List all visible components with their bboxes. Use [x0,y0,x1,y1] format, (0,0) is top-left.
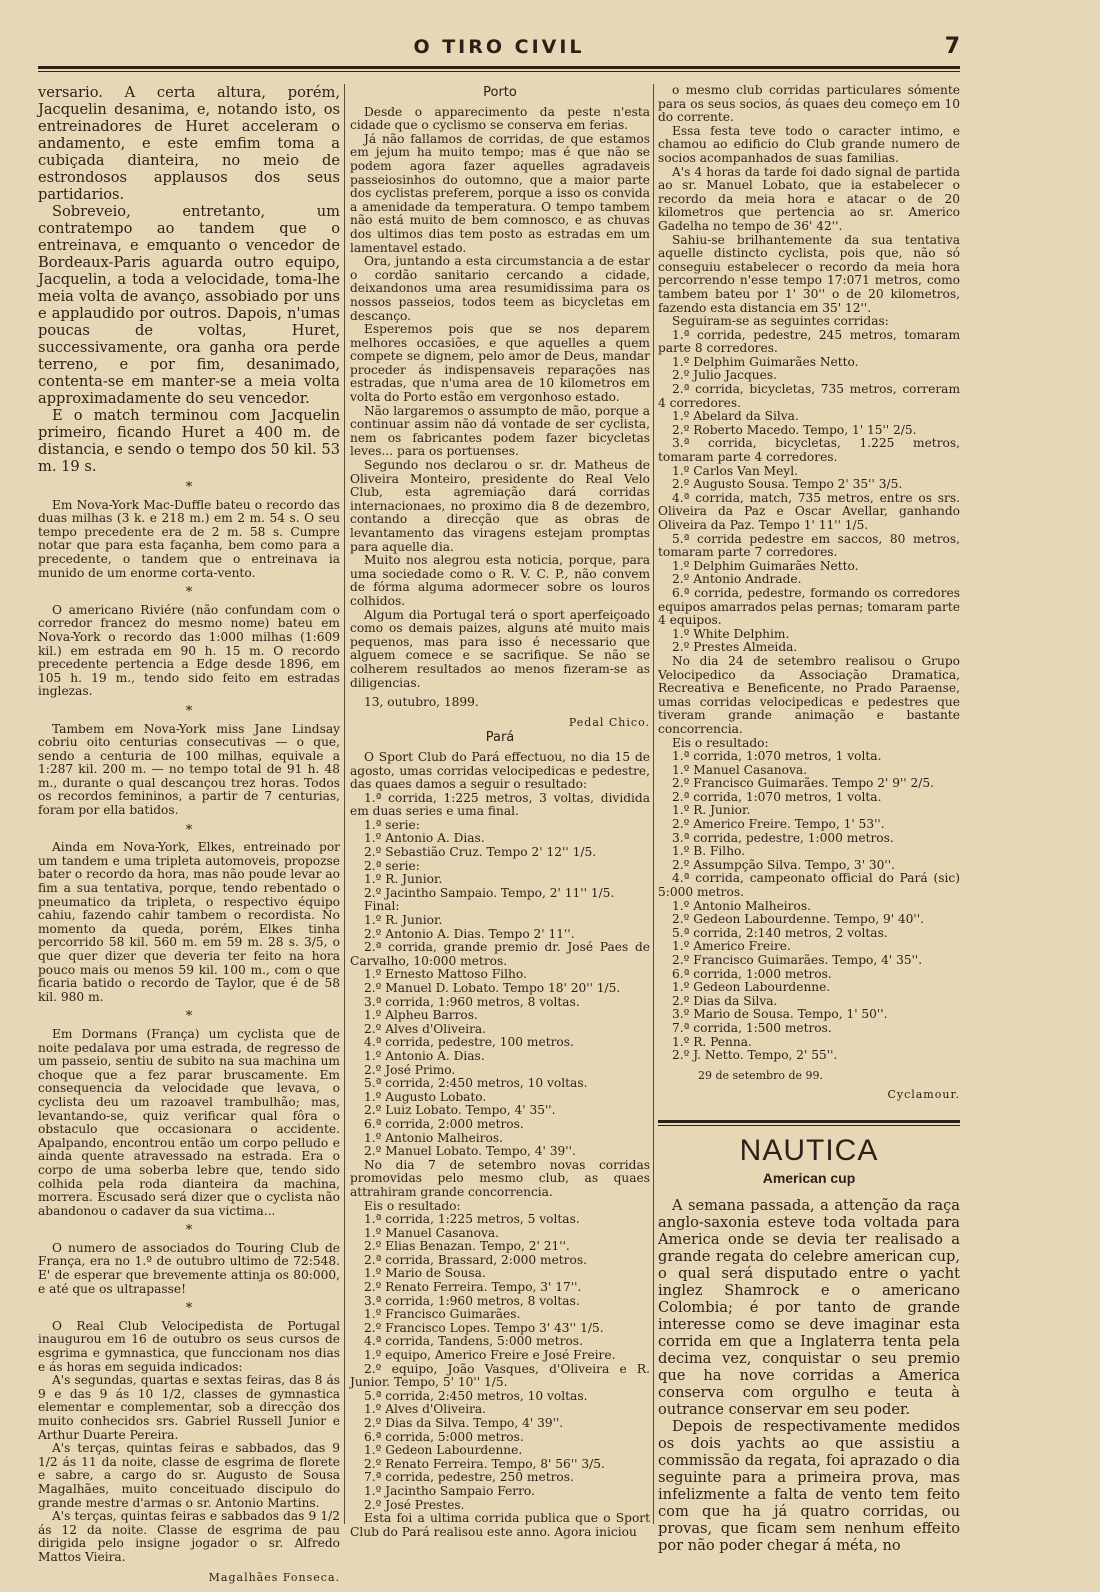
list-item: A's 4 horas da tarde foi dado signal de partida ao sr. Manuel Lobato, que ia estabelecer o recordo da meia hora e atacar o de 20 kilometros que pertencia ao sr. Americo Gadelha no tempo de 36' 42''. [658,164,960,233]
list-item: Eis o resultado: [364,1198,461,1213]
section-heading-para: Pará [485,730,515,746]
list-item: 2.º Elias Benazan. Tempo, 2' 21''. [364,1239,570,1254]
separator-star: * [185,1301,193,1317]
paragraph: versario. A certa altura, porém, Jacquelin desanima, e, notando isto, os entreinadores de Huret acceleram o andamento, e este emfim toma a cubiçada dianteira, no meio de estrondosos applausos dos seus partidarios. [38,84,340,203]
list-item: 2.º Manuel Lobato. Tempo, 4' 39''. [364,1144,576,1159]
list-item: 1.º Carlos Van Meyl. [672,463,799,478]
list-item: o mesmo club corridas particulares sómente para os seus socios, ás quaes deu começo em 10 do corrente. [658,83,960,125]
list-item: Final: [364,899,400,914]
list-item: 2.º Francisco Guimarães. Tempo 2' 9'' 2/5. [672,776,935,791]
list-item: 2.ª corrida, Brassard, 2:000 metros. [364,1252,587,1267]
list-item: Esta foi a ultima corrida publica que o Sport Club do Pará realisou este anno. Agora iniciou [350,1511,650,1539]
page-number: 7 [944,34,960,59]
list-item: Eis o resultado: [672,735,769,750]
paragraph: Depois de respectivamente medidos os dois yachts ao que assistiu a commissão da regata, foi aprazado o dia seguinte para a primeira prova, mas infelizmente a falta de vento tem feito com que ha já quatro corridas, ou provas, que ficam sem nenhum effeito por não poder chegar á méta, no [658,1418,960,1555]
list-item: 5.ª corrida, 2:140 metros, 2 voltas. [672,925,888,940]
list-item: 1.º Antonio Malheiros. [672,898,811,913]
list-item: 1.º Americo Freire. [672,939,791,954]
list-item: 3.ª corrida, 1:960 metros, 8 voltas. [364,1293,580,1308]
list-item: 2.º Renato Ferreira. Tempo, 3' 17''. [364,1280,582,1295]
list-item: 1.ª serie: [364,817,420,832]
list-item: 4.ª corrida, Tandens, 5:000 metros. [364,1334,583,1349]
list-item: 2.º Americo Freire. Tempo, 1' 53''. [672,817,885,832]
page-header [38,32,960,68]
list-item: 5.ª corrida pedestre em saccos, 80 metros, tomaram parte 7 corredores. [658,531,960,560]
list-item: 4.ª corrida, match, 735 metros, entre os srs. Oliveira da Paz e Oscar Avellar, ganhando Oliveira da Paz. Tempo 1' 11'' 1/5. [658,490,960,532]
list-item: 2.º Renato Ferreira. Tempo, 8' 56'' 3/5. [364,1456,605,1471]
list-item: 2.º Prestes Almeida. [672,640,798,655]
list-item: 6.ª corrida, pedestre, formando os corredores equipos amarrados pelas pernas; tomaram parte 4 equipos. [658,585,960,628]
list-item: 1.º R. Junior. [672,803,751,818]
results-list [658,84,960,1063]
list-item: 1.º equipo, Americo Freire e José Freire. [364,1348,616,1363]
list-item: 2.º Francisco Lopes. Tempo 3' 43'' 1/5. [364,1320,604,1335]
list-item: 2.º Gedeon Labourdenne. Tempo, 9' 40''. [672,912,925,927]
author-signature: Magalhães Fonseca. [208,1570,340,1584]
separator-star: * [185,1223,193,1239]
paragraph: Algum dia Portugal terá o sport aperfeiçoado como os demais paizes, alguns até muito mais pequenos, mas para isso é necessario que alguem comece e se sacrifique. Se não se colherem resultados ao menos fizeram-se as diligencias. [350,607,650,690]
list-item: No dia 7 de setembro novas corridas promovidas pelo mesmo club, as quaes attrahiram grande concorrencia. [350,1157,650,1199]
paragraph: A's terças, quintas feiras e sabbados das 9 1/2 ás 12 da noite. Classe de esgrima de pau dirigida pelo insigne jogador o sr. Alfredo Mattos Vieira. [38,1509,340,1564]
header-rule-thin [38,71,960,72]
list-item: 2.º Antonio Andrade. [672,572,802,587]
list-item: 4.ª corrida, campeonato official do Pará (sic) 5:000 metros. [658,871,960,900]
paragraph: Tambem em Nova-York miss Jane Lindsay cobriu oito centurias consecutivas — o que, sendo a centuria de 100 milhas, equivale a 1:287 kil. 200 m. — no tempo total de 91 h. 48 m., durante o qual descançou trez horas. Todos os recordos femininos, a partir de 7 centurias, foram por ella batidos. [38,721,340,818]
list-item: 2.ª corrida, 1:070 metros, 1 volta. [672,789,882,804]
paragraph: O numero de associados do Touring Club de França, era no 1.º de outubro ultimo de 72:548. E' de esperar que brevemente attinja os 80:000, e até que os ultrapasse! [38,1240,340,1296]
list-item: Seguiram-se as seguintes corridas: [672,314,889,329]
list-item: 3.ª corrida, pedestre, 1:000 metros. [672,830,894,845]
list-item: 2.º Antonio A. Dias. Tempo 2' 11''. [364,926,575,941]
paragraph: Sobreveio, entretanto, um contratempo ao tandem que o entreinava, e emquanto o vencedor de Bordeaux-Paris aguarda outro equipo, Jacquelin, a toda a velocidade, toma-lhe meia volta de avanço, assobiado por uns e applaudido por outros. Dapois, n'umas poucas de voltas, Huret, successivamente, ora ganha ora perde terreno, e por fim, desanimado, contenta-se em manter-se a meia volta approximadamente do seu vencedor. [38,203,340,407]
list-item: 1.º Antonio Malheiros. [364,1130,503,1145]
paragraph: O Sport Club do Pará effectuou, no dia 15 de agosto, umas corridas velocipedicas e pedestre, das quaes damos a seguir o resultado: [350,749,650,792]
list-item: 2.º Julio Jacques. [672,368,777,383]
list-item: 2.º equipo, João Vasques, d'Oliveira e R. Junior. Tempo, 5' 10'' 1/5. [350,1361,650,1390]
list-item: 2.º Alves d'Oliveira. [364,1021,487,1036]
list-item: 1.ª corrida, 1:225 metros, 3 voltas, dividida em duas series e uma final. [350,790,650,819]
list-item: 2.º José Primo. [364,1062,456,1077]
list-item: 2.º José Prestes. [364,1497,465,1512]
separator-star: * [185,822,193,838]
list-item: 2.º Roberto Macedo. Tempo, 1' 15'' 2/5. [672,422,917,437]
list-item: 6.ª corrida, 2:000 metros. [364,1116,524,1131]
list-item: 1.º Alves d'Oliveira. [364,1402,487,1417]
paragraph: A's terças, quintas feiras e sabbados, das 9 1/2 ás 11 da noite, classe de esgrima de florete e sabre, a cargo do sr. Augusto de Sousa Magalhães, muito conceituado discipulo do grande mestre d'armas o sr. Antonio Martins. [38,1441,340,1510]
list-item: 2.º Francisco Guimarães. Tempo, 4' 35''. [672,953,923,967]
author-signature: Cyclamour. [887,1088,960,1102]
results-list [350,792,650,1540]
separator-star: * [185,1009,193,1025]
article-date: 29 de setembro de 99. [698,1068,824,1082]
list-item: 3.º Mario de Sousa. Tempo, 1' 50''. [672,1007,888,1022]
list-item: 1.º R. Penna. [672,1034,752,1049]
list-item: 2.º J. Netto. Tempo, 2' 55''. [672,1048,838,1063]
list-item: 2.º Augusto Sousa. Tempo 2' 35'' 3/5. [672,477,903,492]
list-item: 1.º Antonio A. Dias. [364,831,485,846]
list-item: 2.º Luiz Lobato. Tempo, 4' 35''. [364,1103,556,1118]
list-item: 1.º Gedeon Labourdenne. [672,980,831,995]
paragraph: Em Dormans (França) um cyclista que de noite pedalava por uma estrada, de regresso de um passeio, sentiu de subito na sua machina um choque que a fez parar bruscamente. Em consequencia da velocidade que levava, o cyclista deu um razoavel trambulhão; mas, levantando-se, quiz verificar qual fôra o obstaculo que occasionara o accidente. Apalpando, encontrou então um corpo pelludo e ainda quente atravessado na estrada. Era o corpo de uma soberba lebre que, tendo sido colhida pela roda dianteira da machina, morrera. Escusado será dizer que o cyclista não abandonou o cadaver da sua victima... [38,1026,340,1218]
list-item: 2.ª corrida, bicycletas, 735 metros, correram 4 corredores. [658,382,960,410]
list-item: 1.º White Delphim. [672,626,790,641]
paragraph: Não largaremos o assumpto de mão, porque a continuar assim não dá vontade de ser cyclista, nem os fabricantes podem fazer bicycletas leves... para os portuenses. [350,403,650,459]
paragraph: E o match terminou com Jacquelin primeiro, ficando Huret a 400 m. de distancia, e sendo o tempo dos 50 kil. 53 m. 19 s. [38,407,340,475]
list-item: 2.º Manuel D. Lobato. Tempo 18' 20'' 1/5. [364,981,621,995]
list-item: 5.ª corrida, 2:450 metros, 10 voltas. [364,1388,588,1403]
paragraph: O Real Club Velocipedista de Portugal inaugurou em 16 de outubro os seus cursos de esgrima e gymnastica, que funccionam nos dias e ás horas em seguida indicados: [38,1318,340,1374]
list-item: 2.º Assumpção Silva. Tempo, 3' 30''. [672,857,895,872]
list-item: 1.º Gedeon Labourdenne. [364,1443,523,1458]
separator-star: * [185,480,193,495]
paragraph: A semana passada, a attenção da raça anglo-saxonia esteve toda voltada para America onde se devia ter realisado a grande regata do celebre american cup, o qual será disputado entre o yacht inglez Shamrock e o americano Colombia; é por tanto de grande interesse como se deve imaginar esta corrida em que a Inglaterra tenta pela decima vez, conquistar o seu premio que ha nove corridas a America conserva com orgulho e teuta à outrance conservar em seu poder. [658,1197,960,1419]
separator-star: * [185,703,193,719]
paragraph: Ainda em Nova-York, Elkes, entreinado por um tandem e uma tripleta automoveis, propozse bater o recordo da hora, mas não poude levar ao fim a sua tentativa, porque, tendo rebentado o pneumatico da tripleta, o respectivo équipo cahiu, fazendo cahir tambem o recordista. No momento da queda, porém, Elkes tinha percorrido 58 kil. 560 m. em 59 m. 28 s. 3/5, o que quer dizer que deveria ter feito na hora pouco mais ou menos 59 kil. 100 m., com o que ficaria batido o recordo de Taylor, que é de 58 kil. 980 m. [38,840,340,1004]
section-heading-porto: Porto [483,85,517,100]
list-item: Sahiu-se brilhantemente da sua tentativa aquelle distincto cyclista, pois que, não só conseguiu estabelecer o recordo da meia hora percorrendo n'esse tempo 17:071 metros, como tambem bateu por 1' 30'' o de 20 kilometros, fazendo esta distancia em 35' 12''. [658,232,960,315]
list-item: 1.º Francisco Guimarães. [364,1307,521,1322]
author-signature: Pedal Chico. [568,715,650,729]
list-item: 3.ª corrida, bicycletas, 1.225 metros, tomaram parte 4 corredores. [658,436,960,465]
paragraph: Desde o apparecimento da peste n'esta cidade que o cyclismo se conserva em ferias. [350,104,650,133]
list-item: 1.ª corrida, 1:070 metros, 1 volta. [672,749,882,764]
list-item: 6.ª corrida, 1:000 metros. [672,966,832,981]
column-2 [350,84,650,1539]
paragraph: Segundo nos declarou o sr. dr. Matheus de Oliveira Monteiro, presidente do Real Velo Club, esta agremiação dará corridas internacionaes, no proximo dia 8 de dezembro, contando a direcção que as obras de levantamento das viragens estejam promptas para aquelle dia. [350,458,650,554]
paragraph: O americano Riviére (não confundam com o corredor francez do mesmo nome) bateu em Nova-York o recordo das 1:000 milhas (1:609 kil.) em estrada em 90 h. 15 m. O recordo precedente pertencia a Edge desde 1896, em 105 h. 19 m., tendo sido feito em estradas inglezas. [38,602,340,699]
list-item: 1.ª corrida, 1:225 metros, 5 voltas. [364,1212,580,1227]
section-rule [658,1120,960,1126]
paragraph: A's segundas, quartas e sextas feiras, das 8 ás 9 e das 9 ás 10 1/2, classes de gymnastica elementar e complementar, sob a direcção dos muito conhecidos srs. Gabriel Russell Junior e Arthur Duarte Pereira. [38,1373,340,1442]
list-item: 1.º Manuel Casanova. [672,762,807,777]
separator-star: * [185,585,193,601]
paragraph: Ora, juntando a esta circumstancia a de estar o cordão sanitario cercando a cidade, deixandonos uma area resumidissima para os nossos passeios, todos teem as bicycletas em descanço. [350,254,650,323]
list-item: 2.ª corrida, grande premio dr. José Paes de Carvalho, 10:000 metros. [350,940,650,968]
paragraph: Em Nova-York Mac-Duffle bateu o recordo das duas milhas (3 k. e 218 m.) em 2 m. 54 s. O seu tempo precedente era de 2 m. 58 s. Cumpre notar que para esta façanha, bem como para a precedente, o tandem que o entreinava ia munido de um enorme corta-vento. [38,497,340,580]
list-item: 7.ª corrida, 1:500 metros. [672,1020,832,1035]
paragraph: Muito nos alegrou esta noticia, porque, para uma sociedade como o R. V. C. P., não convem de fórma alguma adormecer sobre os louros colhidos. [350,553,650,608]
list-item: No dia 24 de setembro realisou o Grupo Velocipedico da Associação Dramatica, Recreativa e Beneficente, no Prado Paraense, umas corridas velocipedicas e pedestres que tiveram grande animação e bastante concorrencia. [658,653,960,736]
paragraph: Esperemos pois que se nos deparem melhores occasiões, e que aquelles a quem compete se dignem, pelo amor de Deus, mandar proceder ás indispensaveis reparações nas estradas, que n'uma area de 10 kilometros em volta do Porto estão em vergonhoso estado. [350,322,650,405]
list-item: 1.ª corrida, pedestre, 245 metros, tomaram parte 8 corredores. [658,327,960,356]
list-item: 2.ª serie: [364,858,420,873]
list-item: 1.º Ernesto Mattoso Filho. [364,967,527,982]
section-title-nautica: NAUTICA [739,1133,879,1167]
list-item: Essa festa teve todo o caracter intimo, e chamou ao edificio do Club grande numero de socios acompanhados de suas familias. [658,123,960,165]
paragraph: Já não fallamos de corridas, de que estamos em jejum ha muito tempo; mas é que não se podem agora fazer aquelles agradaveis passeiosinhos do outomno, que a maior parte dos cyclistas preferem, porque a isso os convida a amenidade da temperatura. O tempo tambem não está muito de bem comnosco, e as chuvas dos ultimos dias tem posto as estradas em um lamentavel estado. [350,131,650,255]
column-divider [344,84,345,1524]
list-item: 2.º Sebastião Cruz. Tempo 2' 12'' 1/5. [364,845,597,860]
list-item: 1.º B. Filho. [672,844,746,859]
journal-title: O TIRO CIVIL [413,36,585,58]
list-item: 1.º Abelard da Silva. [672,409,799,424]
list-item: 1.º Antonio A. Dias. [364,1048,485,1063]
list-item: 1.º Alpheu Barros. [364,1008,478,1023]
section-subheading: American cup [762,1169,856,1186]
list-item: 2.º Jacintho Sampaio. Tempo, 2' 11'' 1/5. [364,885,615,900]
list-item: 5.ª corrida, 2:450 metros, 10 voltas. [364,1076,588,1091]
list-item: 1.º Delphim Guimarães Netto. [672,354,859,369]
list-item: 1.º Jacintho Sampaio Ferro. [364,1483,535,1498]
column-3 [658,83,960,1555]
list-item: 1.º Delphim Guimarães Netto. [672,558,859,573]
article-date: 13, outubro, 1899. [364,695,479,710]
list-item: 1.º Mario de Sousa. [364,1266,486,1281]
list-item: 1.º R. Junior. [364,872,443,887]
list-item: 7.ª corrida, pedestre, 250 metros. [364,1470,574,1485]
list-item: 2.º Dias da Silva. Tempo, 4' 39''. [364,1416,564,1430]
list-item: 1.º R. Junior. [364,913,443,928]
list-item: 1.º Augusto Lobato. [364,1089,487,1104]
list-item: 2.º Dias da Silva. [672,993,778,1008]
column-divider [653,84,654,1524]
list-item: 4.ª corrida, pedestre, 100 metros. [364,1035,574,1050]
column-1 [38,84,340,1584]
list-item: 1.º Manuel Casanova. [364,1225,499,1240]
list-item: 3.ª corrida, 1:960 metros, 8 voltas. [364,994,580,1009]
list-item: 6.ª corrida, 5:000 metros. [364,1429,524,1444]
header-rule [38,66,960,69]
